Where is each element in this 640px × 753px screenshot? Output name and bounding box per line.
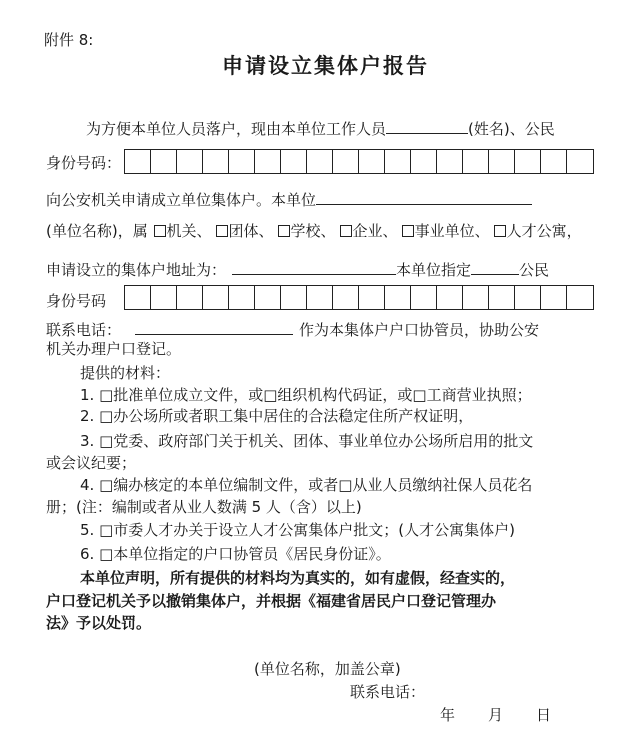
signature-day: 日 [536,706,552,724]
contact-line-2: 机关办理户口登记。 [46,340,182,358]
id-digit-box[interactable] [463,286,489,309]
unit-type-label: 团体、 [228,222,274,240]
material-item: 6. □本单位指定的户口协管员《居民身份证》。 [80,545,391,563]
material-item: 3. □党委、政府部门关于机关、团体、事业单位办公场所启用的批文 [80,432,534,450]
address-line [46,259,549,279]
declaration-line: 法》予以处罚。 [46,614,152,632]
id-digit-box[interactable] [489,286,515,309]
contact-line [46,319,539,339]
attachment-label: 附件 8: [44,31,94,49]
id-digit-box[interactable] [255,286,281,309]
apply-line [46,189,532,209]
id-digit-box[interactable] [151,150,177,173]
address-suffix: 公民 [519,261,550,279]
id-digit-box[interactable] [567,150,593,173]
signature-unit: (单位名称，加盖公章) [254,660,401,678]
unit-type-label: 企业、 [352,222,398,240]
id-digit-box[interactable] [489,150,515,173]
page-title: 申请设立集体户报告 [222,54,429,78]
id-digit-box[interactable] [567,286,593,309]
id-digit-box[interactable] [359,286,385,309]
unit-type-checkbox[interactable] [278,225,290,237]
declaration-line: 户口登记机关予以撤销集体户，并根据《福建省居民户口登记管理办 [46,592,497,610]
id-digit-box[interactable] [125,286,151,309]
id-digit-box[interactable] [255,150,281,173]
declaration-line: 本单位声明，所有提供的材料均为真实的，如有虚假，经查实的， [80,569,516,587]
address-field[interactable] [232,259,396,275]
unit-type-checkbox[interactable] [216,225,228,237]
material-item: 册；(注：编制或者从业人数满 5 人（含）以上) [46,498,362,516]
unit-type-label: 机关、 [166,222,212,240]
id-digit-box[interactable] [333,150,359,173]
intro-prefix: 为方便本单位人员落户，现由本单位工作人员 [86,120,387,138]
id-digit-box[interactable] [229,286,255,309]
id-label-2: 身份号码 [46,292,107,310]
material-item: 1. □批准单位成立文件，或□组织机构代码证，或□工商营业执照； [80,386,532,404]
id-digit-box[interactable] [151,286,177,309]
id-digit-box[interactable] [385,286,411,309]
unit-type-label: 学校、 [290,222,336,240]
address-middle: 本单位指定 [396,261,472,279]
contact-prefix: 联系电话： [46,321,122,339]
signature-year: 年 [440,706,456,724]
id-digit-box[interactable] [541,286,567,309]
contact-phone-field[interactable] [135,319,293,335]
id-digit-box[interactable] [359,150,385,173]
id-digit-box[interactable] [125,150,151,173]
id-digit-box[interactable] [411,286,437,309]
unit-type-checkbox[interactable] [402,225,414,237]
unit-type-label: 人才公寓， [506,222,582,240]
material-item: 4. □编办核定的本单位编制文件，或者□从业人员缴纳社保人员花名 [80,476,533,494]
id-digit-box[interactable] [385,150,411,173]
id-number-boxes-2[interactable] [124,285,594,310]
id-digit-box[interactable] [437,150,463,173]
id-digit-box[interactable] [307,150,333,173]
id-digit-box[interactable] [281,286,307,309]
signature-month: 月 [488,706,504,724]
material-item: 5. □市委人才办关于设立人才公寓集体户批文；(人才公寓集体户) [80,521,515,539]
material-item: 2. □办公场所或者职工集中居住的合法稳定住所产权证明， [80,407,474,425]
unit-type-checkbox[interactable] [340,225,352,237]
id-digit-box[interactable] [437,286,463,309]
contact-suffix: 作为本集体户户口协管员，协助公安 [299,321,540,339]
id-digit-box[interactable] [411,150,437,173]
id-digit-box[interactable] [541,150,567,173]
designee-field[interactable] [471,259,519,275]
id-digit-box[interactable] [515,286,541,309]
id-digit-box[interactable] [307,286,333,309]
material-item: 或会议纪要； [46,454,137,472]
signature-phone: 联系电话： [350,683,426,701]
id-digit-box[interactable] [229,150,255,173]
apply-text: 向公安机关申请成立单位集体户。本单位 [46,191,317,209]
id-digit-box[interactable] [281,150,307,173]
unit-type-checkbox[interactable] [494,225,506,237]
id-number-boxes[interactable] [124,149,594,174]
id-digit-box[interactable] [515,150,541,173]
id-label: 身份号码： [46,154,122,172]
intro-line [86,118,555,138]
address-prefix: 申请设立的集体户地址为： [46,261,227,279]
staff-name-field[interactable] [386,118,468,134]
unit-type-line [46,222,585,240]
unit-type-lead: (单位名称)，属 [46,222,148,240]
unit-name-field[interactable] [316,189,532,205]
id-digit-box[interactable] [203,286,229,309]
id-digit-box[interactable] [333,286,359,309]
id-digit-box[interactable] [177,150,203,173]
id-digit-box[interactable] [203,150,229,173]
intro-name-hint: (姓名)、公民 [468,120,555,138]
id-digit-box[interactable] [177,286,203,309]
materials-heading: 提供的材料： [80,364,171,382]
id-digit-box[interactable] [463,150,489,173]
unit-type-label: 事业单位、 [414,222,490,240]
unit-type-checkbox[interactable] [154,225,166,237]
